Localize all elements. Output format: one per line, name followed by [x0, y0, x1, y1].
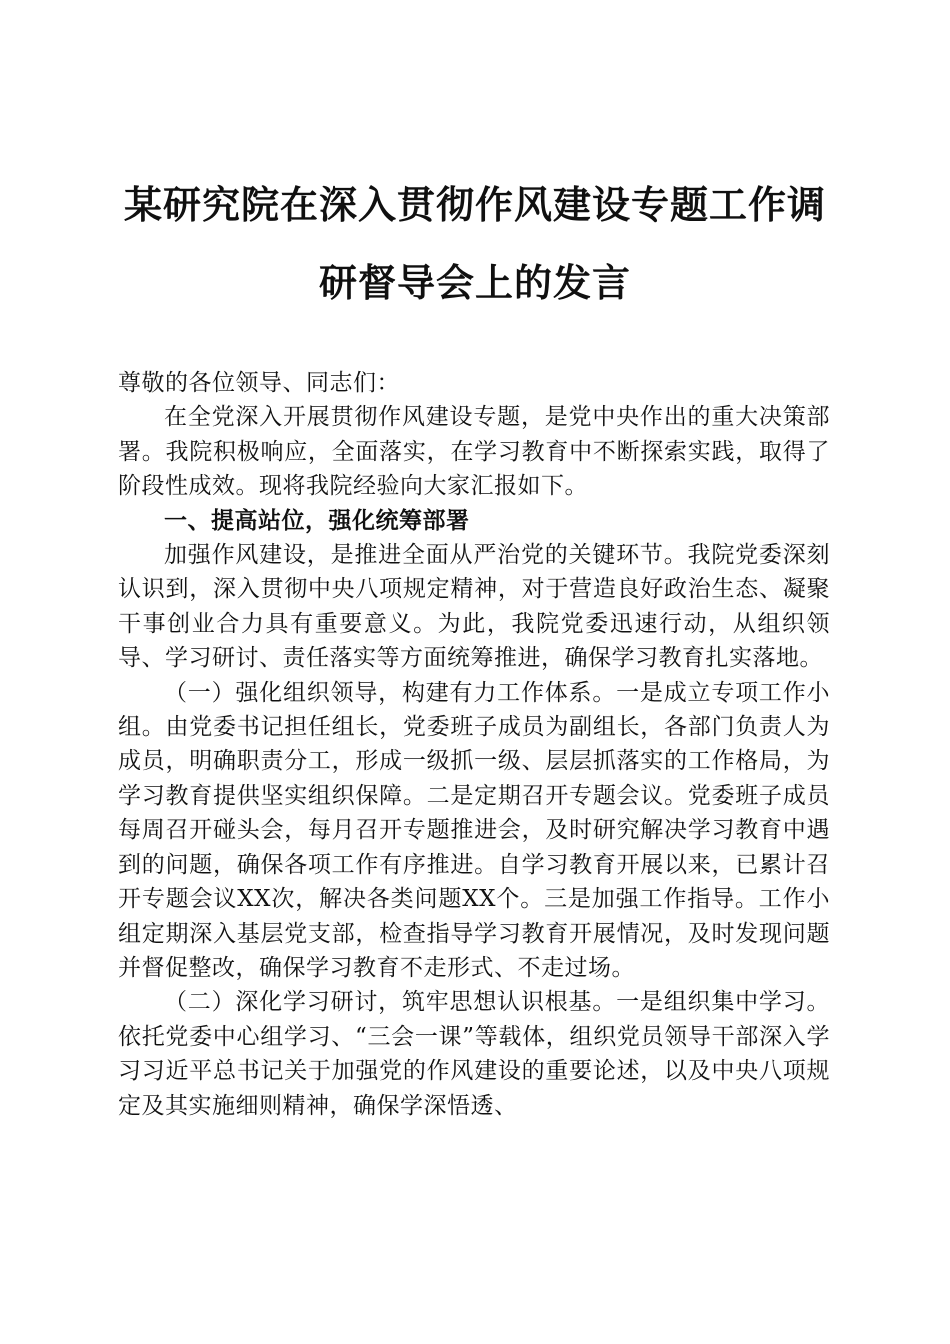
subsection-2-paragraph: （二）深化学习研讨，筑牢思想认识根基。一是组织集中学习。依托党委中心组学习、“三会一课”等载体，组织党员领导干部深入学习习近平总书记关于加强党的作风建设的重要论述，以及中央八项规定及其实施细则精神，确保学深悟透、: [118, 989, 830, 1119]
intro-paragraph: 在全党深入开展贯彻作风建设专题，是党中央作出的重大决策部署。我院积极响应，全面落实，在学习教育中不断探索实践，取得了阶段性成效。现将我院经验向大家汇报如下。: [118, 404, 830, 500]
section-heading-1: 一、提高站位，强化统筹部署: [164, 506, 470, 534]
subsection-1-paragraph: （一）强化组织领导，构建有力工作体系。一是成立专项工作小组。由党委书记担任组长，党委班子成员为副组长，各部门负责人为成员，明确职责分工，形成一级抓一级、层层抓落实的工作格局，为学习教育提供坚实组织保障。二是定期召开专题会议。党委班子成员每周召开碰头会，每月召开专题推进会，及时研究解决学习教育中遇到的问题，确保各项工作有序推进。自学习教育开展以来，已累计召开专题会议XX次，解决各类问题XX个。三是加强工作指导。工作小组定期深入基层党支部，检查指导学习教育开展情况，及时发现问题并督促整改，确保学习教育不走形式、不走过场。: [118, 679, 830, 981]
document-title: 某研究院在深入贯彻作风建设专题工作调研督导会上的发言: [123, 182, 826, 305]
section-1-paragraph: 加强作风建设，是推进全面从严治党的关键环节。我院党委深刻认识到，深入贯彻中央八项规定精神，对于营造良好政治生态、凝聚干事创业合力具有重要意义。为此，我院党委迅速行动，从组织领导、学习研讨、责任落实等方面统筹推进，确保学习教育扎实落地。: [118, 542, 830, 672]
document-body: [118, 366, 830, 1123]
salutation: 尊敬的各位领导、同志们：: [118, 370, 400, 396]
